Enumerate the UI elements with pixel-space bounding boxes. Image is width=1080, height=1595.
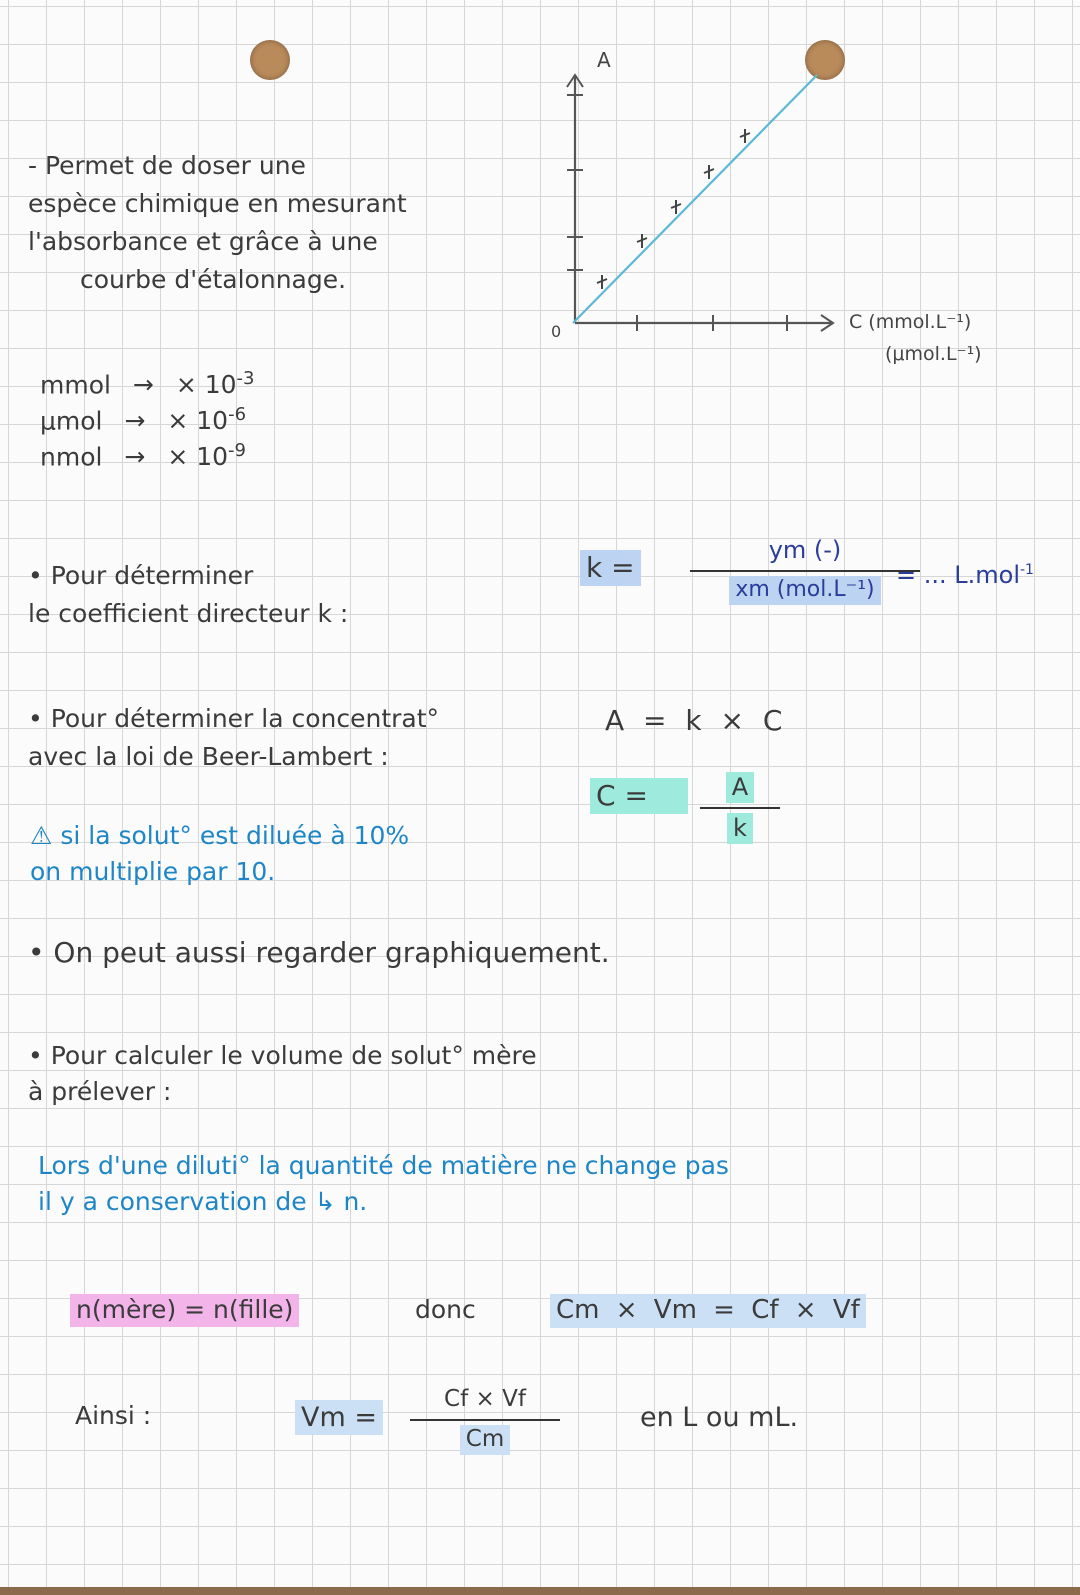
conservation-lhs: n(mère) = n(fille) [70,1294,299,1327]
warning-line-1: ⚠ si la solut° est diluée à 10% [30,821,410,850]
fraction-bar [690,570,920,572]
fraction-bar [410,1419,560,1421]
warning-line-2: on multiplie par 10. [30,857,276,886]
beer-line-2: avec la loi de Beer-Lambert : [28,742,389,771]
unit-factor: × 10 [167,406,229,436]
dilution-line-1: Lors d'une diluti° la quantité de matière ne change pas [38,1151,729,1180]
unit-name: mmol [40,370,111,400]
coef-denominator: xm (mol.L⁻¹) [729,576,880,605]
dilution-line-2: il y a conservation de ↳ n. [38,1187,368,1216]
conservation-rhs: Cm × Vm = Cf × Vf [550,1294,866,1328]
volume-denominator: Cm [460,1425,510,1455]
volume-unit: en L ou mL. [640,1402,799,1433]
intro-line-4: courbe d'étalonnage. [80,265,347,294]
origin-label: 0 [551,322,562,341]
calibration-graph [551,45,1075,375]
unit-exponent: -9 [228,440,246,461]
unit-exponent: -6 [228,404,247,425]
concentration-numerator: A [726,772,754,803]
volume-line-2: à prélever : [28,1077,172,1106]
coef-lhs: k = [580,550,641,586]
x-axis-label-2: (μmol.L⁻¹) [885,343,982,365]
intro-line-3: l'absorbance et grâce à une [28,227,378,256]
page-bottom-edge [0,1587,1080,1595]
volume-line-1: • Pour calculer le volume de solut° mère [28,1041,537,1070]
graph-note: • On peut aussi regarder graphiquement. [28,936,610,969]
arrow-icon: → [124,442,146,472]
volume-fraction [410,1385,560,1455]
unit-name: μmol [40,406,103,436]
coef-line-1: • Pour déterminer [28,561,254,590]
fraction-bar [700,807,780,809]
unit-row [40,367,254,402]
binder-hole-left [250,40,290,80]
calibration-line [573,75,817,323]
intro-line-2: espèce chimique en mesurant [28,189,407,218]
coef-result-exponent: -1 [1019,562,1034,578]
measurement-points [597,129,750,289]
beer-line-1: • Pour déterminer la concentrat° [28,704,440,733]
volume-numerator: Cf × Vf [444,1386,526,1412]
beer-formula: A = k × C [605,704,783,737]
concentration-fraction [700,772,780,844]
unit-name: nmol [40,442,103,472]
volume-lhs: Vm = [295,1400,383,1435]
concentration-denominator: k [727,813,753,844]
unit-factor: × 10 [175,370,237,400]
unit-exponent: -3 [236,368,255,389]
arrow-icon: → [132,370,154,400]
unit-row [40,439,246,474]
ainsi-label: Ainsi : [75,1401,152,1430]
conservation-donc: donc [415,1295,476,1324]
unit-factor: × 10 [167,442,229,472]
coef-fraction [690,535,920,605]
unit-row [40,403,246,438]
concentration-lhs: C = [590,778,688,814]
coef-result [896,560,1034,591]
y-axis-label: A [597,48,611,72]
intro-line-1: - Permet de doser une [28,151,306,180]
coef-result-text: = ... L.mol [896,561,1020,589]
coef-numerator: ym (-) [768,536,842,564]
x-axis-label-1: C (mmol.L⁻¹) [849,311,972,333]
coef-line-2: le coefficient directeur k : [28,599,349,628]
arrow-icon: → [124,406,146,436]
